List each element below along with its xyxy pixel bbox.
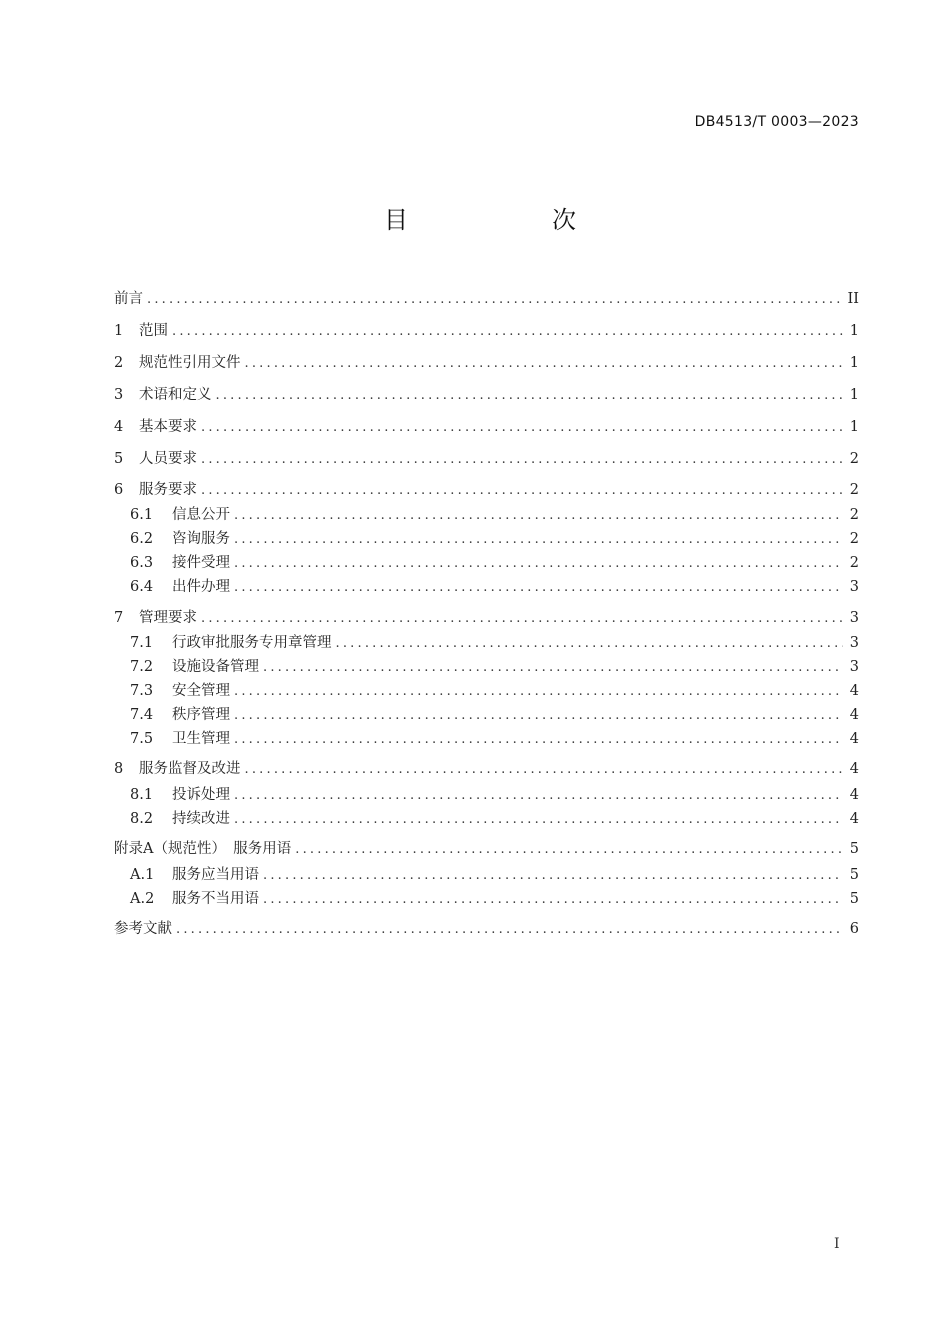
toc-entry-label: 卫生管理 (172, 731, 230, 747)
toc-entry-number: A.2 (130, 891, 155, 907)
toc-leader-dots (245, 759, 844, 781)
toc-entry-page: 5 (849, 867, 859, 883)
toc-entry-label: 接件受理 (172, 555, 230, 571)
toc-entry-number: 6 (114, 482, 124, 498)
toc-entry-label: 管理要求 (139, 610, 197, 626)
toc-entry-page: 5 (849, 841, 859, 857)
toc-entry[interactable] (114, 808, 859, 830)
toc-entry-page: 3 (849, 610, 859, 626)
toc-entry-number: 7.2 (130, 659, 154, 675)
toc-entry-number: 8 (114, 761, 124, 777)
toc-entry[interactable] (114, 528, 859, 550)
toc-leader-dots (234, 729, 843, 751)
toc-entry-page: 3 (849, 635, 859, 651)
toc-entry-label: 秩序管理 (172, 707, 230, 723)
toc-entry-number: 6.3 (130, 555, 154, 571)
toc-entry[interactable] (114, 680, 859, 702)
toc-entry-label: 持续改进 (172, 811, 230, 827)
toc-entry-label: 服务监督及改进 (139, 761, 241, 777)
toc-entry-label: 设施设备管理 (172, 659, 259, 675)
toc-entry-label: 人员要求 (139, 451, 197, 467)
toc-entry-number: 7.3 (130, 683, 154, 699)
toc-entry-number: 7.4 (130, 707, 154, 723)
toc-leader-dots (234, 705, 843, 727)
toc-entry-label: 信息公开 (172, 507, 230, 523)
toc-entry-page: 1 (849, 355, 859, 371)
toc-entry-number: 3 (114, 387, 124, 403)
toc-entry[interactable] (114, 384, 859, 406)
toc-entry-page: 1 (849, 387, 859, 403)
toc-entry-number: 6.2 (130, 531, 154, 547)
toc-entry[interactable] (114, 784, 859, 806)
toc-entry[interactable] (114, 918, 859, 940)
page-number: I (834, 1236, 840, 1252)
toc-entry-page: 4 (849, 811, 859, 827)
toc-entry-page: 3 (849, 659, 859, 675)
toc-entry-number: 8.1 (130, 787, 154, 803)
toc-entry-label: 规范性引用文件 (139, 355, 241, 371)
toc-entry-number: 1 (114, 323, 124, 339)
toc-entry[interactable] (114, 838, 859, 860)
toc-entry[interactable] (114, 352, 859, 374)
toc-entry-page: 2 (849, 555, 859, 571)
toc-leader-dots (172, 321, 843, 343)
toc-entry[interactable] (114, 704, 859, 726)
toc-entry-page: 2 (849, 451, 859, 467)
toc-entry-label: 参考文献 (114, 921, 172, 937)
toc-entry-label: 服务要求 (139, 482, 197, 498)
toc-leader-dots (201, 608, 843, 630)
toc-entry[interactable] (114, 607, 859, 629)
toc-leader-dots (336, 633, 844, 655)
document-code: DB4513/T 0003—2023 (694, 114, 859, 130)
toc-entry-page: 6 (849, 921, 859, 937)
toc-entry-page: 4 (849, 787, 859, 803)
toc-leader-dots (216, 385, 844, 407)
toc-entry-number: 8.2 (130, 811, 154, 827)
toc-entry-number: 5 (114, 451, 124, 467)
toc-entry-page: 4 (849, 707, 859, 723)
toc-entry-page: 2 (849, 482, 859, 498)
toc-entry[interactable] (114, 552, 859, 574)
toc-entry-page: 2 (849, 531, 859, 547)
toc-leader-dots (245, 353, 844, 375)
toc-entry-label: 安全管理 (172, 683, 230, 699)
toc-entry[interactable] (114, 288, 859, 310)
toc-entry-page: 3 (849, 579, 859, 595)
toc-entry-label: 投诉处理 (172, 787, 230, 803)
toc-entry-label: 服务应当用语 (172, 867, 259, 883)
toc-leader-dots (176, 919, 843, 941)
toc-leader-dots (147, 289, 842, 311)
toc-entry[interactable] (114, 479, 859, 501)
toc-leader-dots (234, 809, 843, 831)
toc-entry-label: 基本要求 (139, 419, 197, 435)
toc-entry-label: 术语和定义 (139, 387, 212, 403)
toc-entry[interactable] (114, 758, 859, 780)
toc-entry-page: 4 (849, 683, 859, 699)
toc-entry[interactable] (114, 504, 859, 526)
toc-entry[interactable] (114, 728, 859, 750)
toc-entry-page: 1 (849, 419, 859, 435)
toc-entry-page: II (847, 291, 859, 307)
page-title: 目 次 (384, 206, 636, 234)
toc-leader-dots (201, 449, 843, 471)
toc-leader-dots (234, 505, 843, 527)
toc-entry-number: 7.5 (130, 731, 154, 747)
toc-leader-dots (263, 865, 843, 887)
toc-entry-number: 6.4 (130, 579, 154, 595)
toc-entry-page: 2 (849, 507, 859, 523)
toc-entry-label: 行政审批服务专用章管理 (172, 635, 332, 651)
toc-leader-dots (263, 657, 843, 679)
toc-entry-label: 咨询服务 (172, 531, 230, 547)
toc-entry[interactable] (114, 576, 859, 598)
toc-entry-label: 前言 (114, 291, 143, 307)
toc-entry[interactable] (114, 416, 859, 438)
toc-entry[interactable] (114, 632, 859, 654)
toc-entry[interactable] (114, 888, 859, 910)
toc-leader-dots (234, 553, 843, 575)
toc-leader-dots (295, 839, 843, 861)
toc-leader-dots (201, 417, 843, 439)
toc-leader-dots (201, 480, 843, 502)
toc-leader-dots (234, 577, 843, 599)
toc-leader-dots (234, 529, 843, 551)
toc-leader-dots (234, 681, 843, 703)
toc-leader-dots (234, 785, 843, 807)
toc-entry-page: 5 (849, 891, 859, 907)
toc-entry-number: 7.1 (130, 635, 154, 651)
toc-entry-number: 4 (114, 419, 124, 435)
toc-entry-label: 服务不当用语 (172, 891, 259, 907)
toc-entry-number: A.1 (130, 867, 155, 883)
toc-entry-number: 2 (114, 355, 124, 371)
toc-entry-page: 4 (849, 731, 859, 747)
toc-entry-label: 范围 (139, 323, 168, 339)
toc-entry[interactable] (114, 656, 859, 678)
toc-entry-label: 出件办理 (172, 579, 230, 595)
toc-entry-page: 4 (849, 761, 859, 777)
toc-entry-label: 附录A（规范性） 服务用语 (114, 841, 292, 857)
toc-entry[interactable] (114, 448, 859, 470)
toc-entry-number: 7 (114, 610, 124, 626)
toc-entry[interactable] (114, 864, 859, 886)
toc-entry[interactable] (114, 320, 859, 342)
toc-leader-dots (263, 889, 843, 911)
toc-entry-page: 1 (849, 323, 859, 339)
toc-entry-number: 6.1 (130, 507, 154, 523)
